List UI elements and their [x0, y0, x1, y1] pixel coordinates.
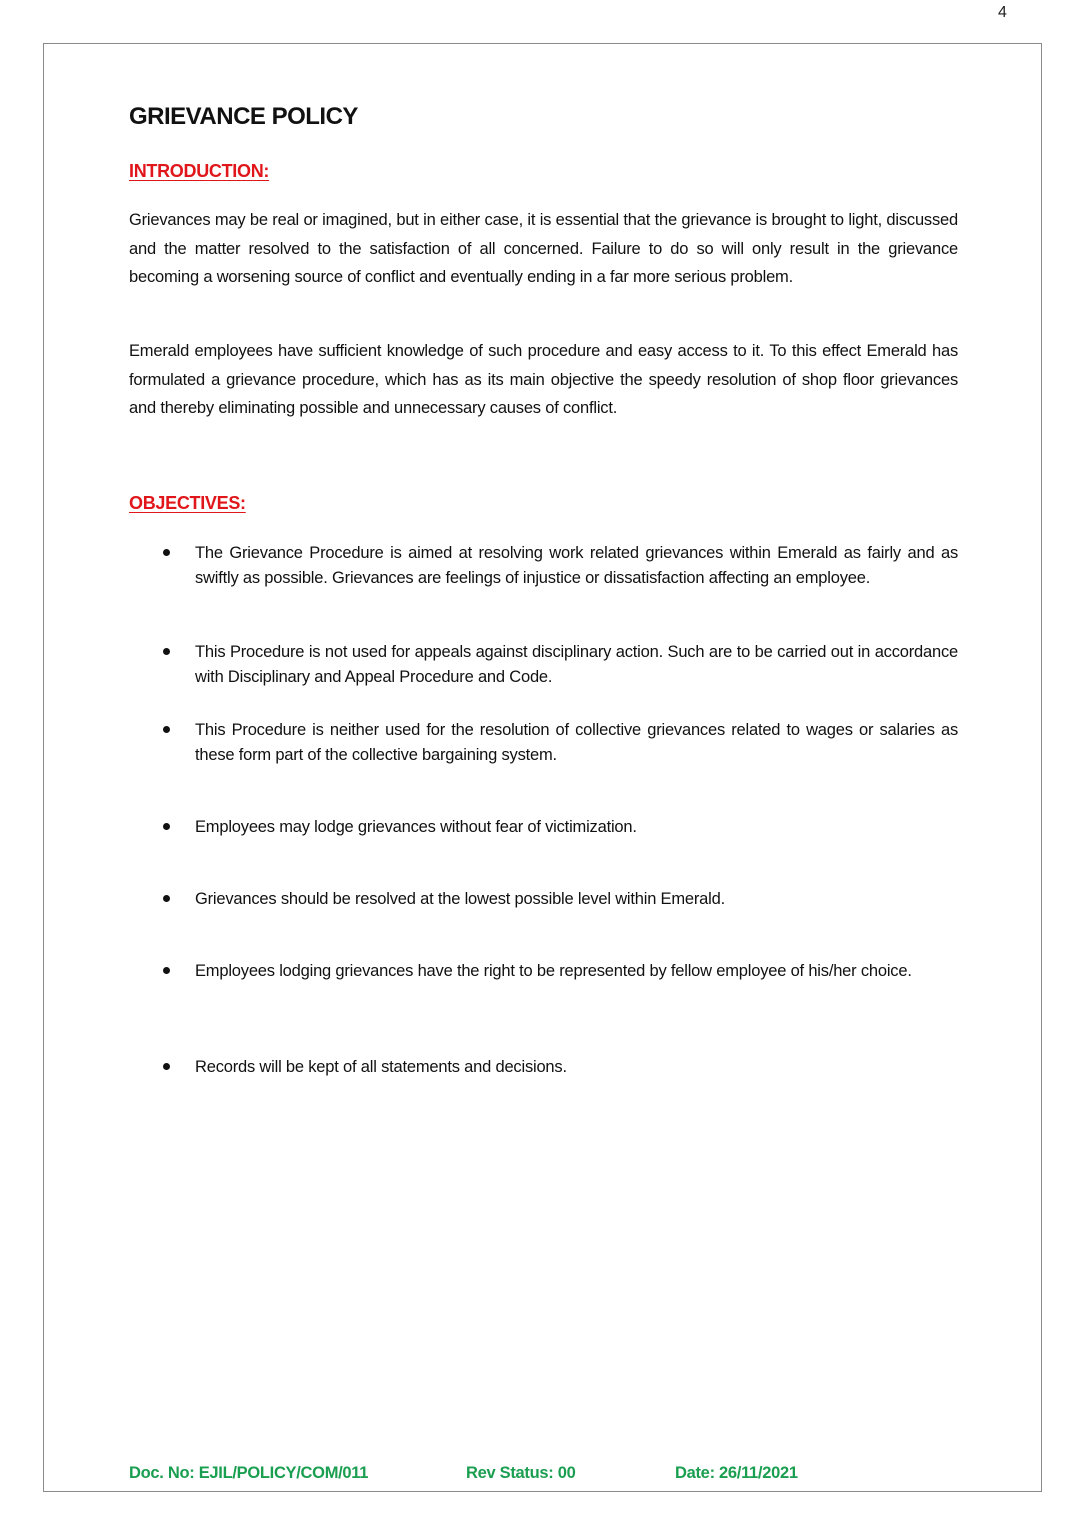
footer-date: Date: 26/11/2021: [675, 1464, 798, 1482]
bullet-icon: [129, 541, 195, 590]
page-number: 4: [998, 4, 1007, 21]
document-title: GRIEVANCE POLICY: [129, 103, 358, 130]
bullet-icon: [129, 887, 195, 912]
introduction-heading: INTRODUCTION:: [129, 161, 270, 181]
bullet-icon: [129, 640, 195, 689]
objective-item: [129, 959, 958, 984]
objective-text: Grievances should be resolved at the lowest possible level within Emerald.: [195, 890, 725, 908]
objective-text: The Grievance Procedure is aimed at resolving work related grievances within Emerald as fairly and as swiftly as possible. Grievances are feelings of injustice or dissatisfaction affecting an employee.: [195, 544, 958, 587]
bullet-icon: [129, 815, 195, 840]
bullet-icon: [129, 959, 195, 984]
objective-text: Records will be kept of all statements and decisions.: [195, 1058, 567, 1076]
objective-item: [129, 718, 958, 767]
objective-item: [129, 640, 958, 689]
introduction-paragraph-2: Emerald employees have sufficient knowledge of such procedure and easy access to it. To this effect Emerald has formulated a grievance procedure, which has as its main objective the speedy resolution of shop floor grievances and thereby eliminating possible and unnecessary causes of conflict.: [129, 342, 958, 417]
objective-text: Employees lodging grievances have the right to be represented by fellow employee of his/her choice.: [195, 962, 912, 980]
objectives-heading: OBJECTIVES:: [129, 493, 246, 513]
objective-text: This Procedure is neither used for the resolution of collective grievances related to wages or salaries as these form part of the collective bargaining system.: [195, 721, 958, 764]
objective-item: [129, 887, 958, 912]
objective-item: [129, 1055, 958, 1080]
bullet-icon: [129, 718, 195, 767]
objective-item: [129, 815, 958, 840]
bullet-icon: [129, 1055, 195, 1080]
footer-rev-status: Rev Status: 00: [466, 1464, 576, 1482]
introduction-paragraph-1: Grievances may be real or imagined, but in either case, it is essential that the grievance is brought to light, discussed and the matter resolved to the satisfaction of all concerned. Failure to do so will only result in the grievance becoming a worsening source of conflict and eventually ending in a far more serious problem.: [129, 211, 958, 286]
footer-doc-number: Doc. No: EJIL/POLICY/COM/011: [129, 1464, 369, 1482]
objective-text: Employees may lodge grievances without fear of victimization.: [195, 818, 637, 836]
objective-item: [129, 541, 958, 590]
objective-text: This Procedure is not used for appeals against disciplinary action. Such are to be carried out in accordance with Disciplinary and Appeal Procedure and Code.: [195, 643, 958, 686]
